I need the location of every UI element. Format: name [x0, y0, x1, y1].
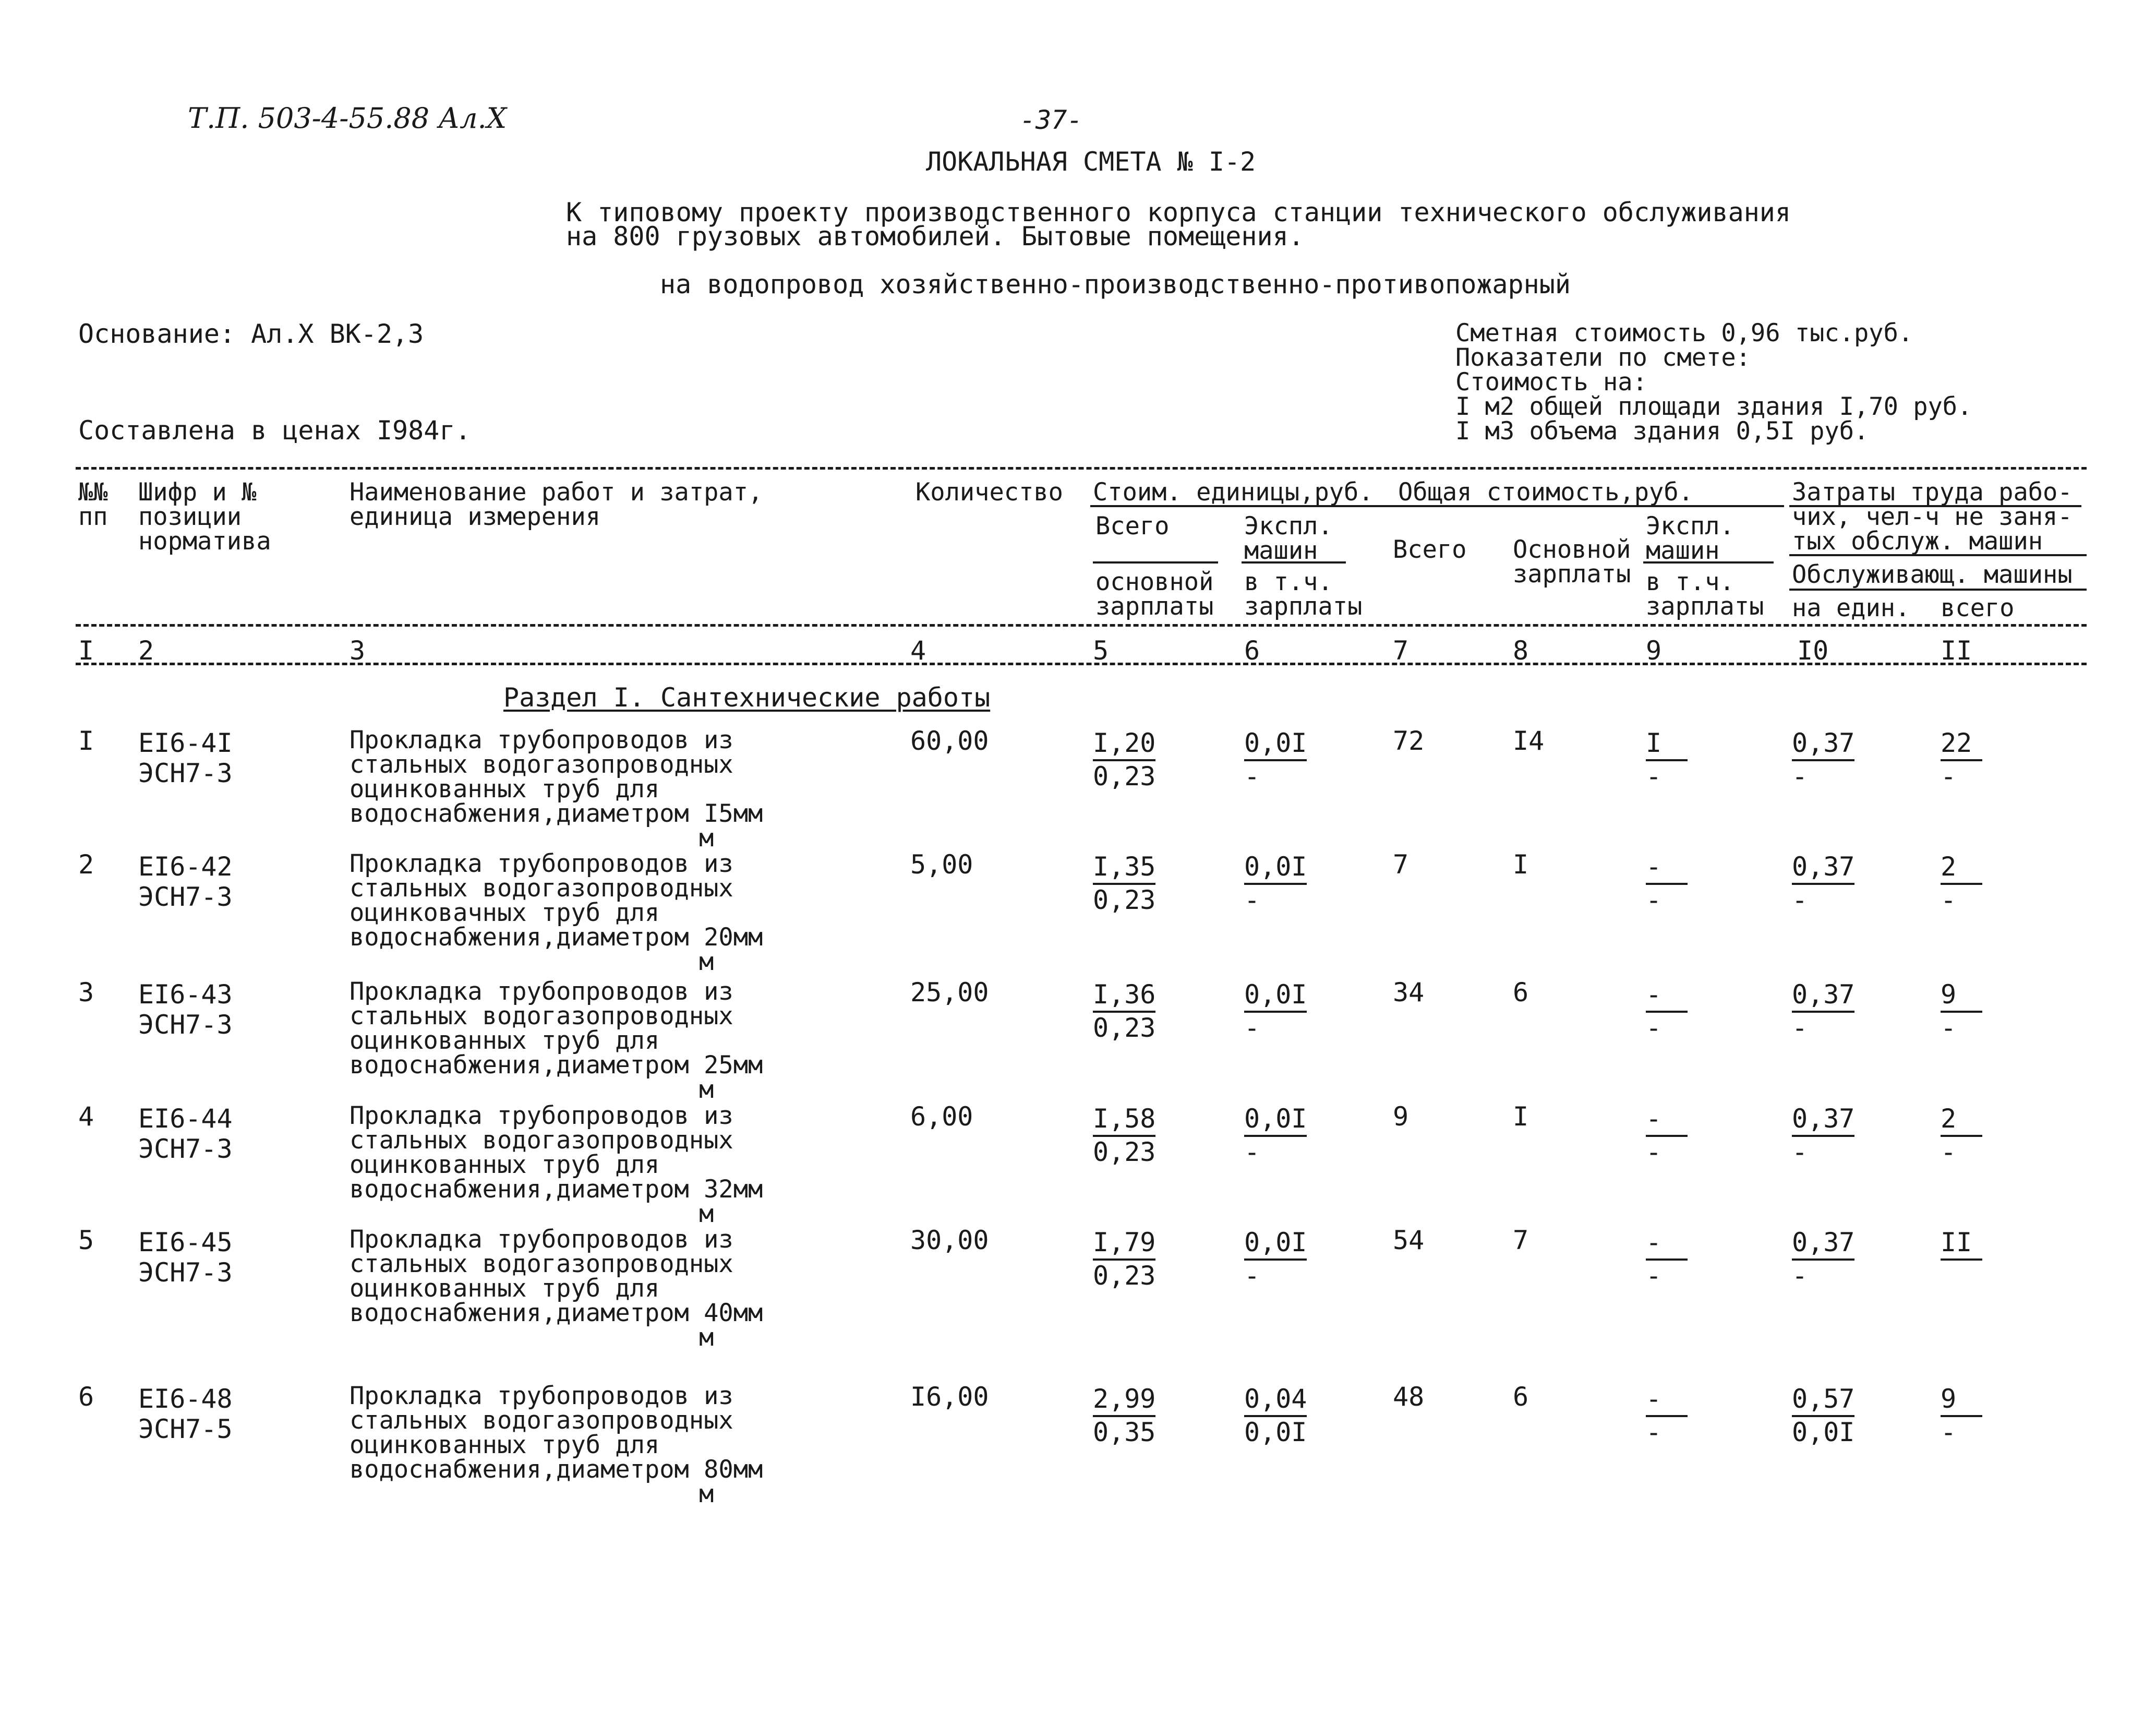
total-cost: 54	[1393, 1225, 1425, 1255]
col3-header-l1: Наименование работ и затрат,	[350, 478, 763, 507]
quantity: 30,00	[910, 1225, 989, 1255]
machines-wages-value: -	[1244, 1013, 1260, 1043]
col2-header-l2: позиции	[138, 502, 242, 531]
col9-header-divider	[1643, 561, 1774, 564]
unit-cost-wages: 0,23	[1093, 761, 1156, 792]
labor-total-value: 2	[1941, 852, 1982, 885]
subtitle-line-2: на 800 грузовых автомобилей. Бытовые помещения.	[566, 221, 1304, 251]
measurement-unit: м	[699, 1480, 714, 1508]
unit-cost-machines	[1244, 1227, 1307, 1291]
description-line-2: стальных водогазопроводных	[350, 750, 733, 779]
measurement-unit: м	[699, 1323, 714, 1352]
labor-total-value: II	[1941, 1227, 1982, 1261]
col2-header-l1: Шифр и №	[138, 478, 257, 507]
machines-wages-value: -	[1244, 761, 1260, 792]
labor-header-l3: тых обслуж. машин	[1792, 527, 2043, 556]
labor-total-value: 9	[1941, 979, 1982, 1013]
col10-header: на един.	[1792, 594, 1910, 622]
price-code: ЭСН7-3	[138, 1134, 233, 1164]
total-machines-wages: -	[1646, 761, 1662, 792]
quantity: 60,00	[910, 726, 989, 756]
measurement-unit: м	[699, 948, 714, 976]
labor-per-unit	[1792, 1227, 1854, 1291]
quantity: 6,00	[910, 1101, 973, 1132]
norm-code: EI6-43	[138, 979, 233, 1010]
subtitle-line-3: на водопровод хозяйственно-производственно-противопожарный	[660, 269, 1571, 299]
row-code	[138, 1227, 233, 1288]
total-machines-wages: -	[1646, 1261, 1662, 1291]
labor-per-unit-machines: -	[1792, 1137, 1808, 1167]
labor-total	[1941, 1227, 1982, 1261]
col5-header-divider	[1093, 561, 1218, 564]
page-number: -37-	[1020, 105, 1083, 135]
machines-cost-value: 0,0I	[1244, 1104, 1307, 1137]
col-number-5: 5	[1093, 636, 1109, 666]
labor-per-unit	[1792, 979, 1854, 1043]
table-top-dashed-line	[76, 467, 2087, 470]
unit-cost-value: I,36	[1093, 979, 1155, 1013]
total-machines-wages: -	[1646, 1013, 1662, 1043]
description-line-1: Прокладка трубопроводов из	[350, 1101, 733, 1130]
labor-total	[1941, 1104, 1982, 1167]
work-description	[350, 726, 782, 853]
total-cost: 34	[1393, 977, 1425, 1008]
labor-header-l1: Затраты труда рабо-	[1792, 478, 2073, 507]
work-description	[350, 1384, 782, 1506]
col-numbers-dashed-line	[76, 663, 2087, 665]
row-number: 6	[78, 1382, 94, 1412]
col5-header-l2: основной	[1095, 568, 1214, 596]
unit-cost-value: I,58	[1093, 1104, 1155, 1137]
price-code: ЭСН7-3	[138, 758, 233, 788]
work-description	[350, 849, 782, 976]
description-line-4: водоснабжения,диаметром 32мм	[350, 1175, 763, 1204]
total-wages: 6	[1513, 1382, 1529, 1412]
description-line-3: оцинкованных труб для	[350, 1274, 660, 1303]
quantity: 5,00	[910, 849, 973, 880]
description-line-2: стальных водогазопроводных	[350, 874, 733, 903]
row-number: 2	[78, 849, 94, 880]
col-number-11: II	[1941, 636, 1972, 666]
total-machines-wages: -	[1646, 1137, 1662, 1167]
description-line-4: водоснабжения,диаметром 40мм	[350, 1299, 763, 1327]
machines-cost-value: 0,0I	[1244, 728, 1307, 761]
unit-cost-wages: 0,23	[1093, 1261, 1156, 1291]
labor-total-machines: -	[1941, 761, 1957, 792]
total-cost: 48	[1393, 1382, 1425, 1412]
labor-total-value: 22	[1941, 728, 1982, 761]
description-line-1: Прокладка трубопроводов из	[350, 726, 733, 754]
total-machines-value: -	[1646, 852, 1688, 885]
col5-header-l3: зарплаты	[1095, 592, 1214, 621]
col9-header-l1: Экспл.	[1646, 512, 1735, 541]
labor-per-unit	[1792, 1104, 1854, 1167]
description-line-3: оцинкованных труб для	[350, 1026, 660, 1055]
col1-header-l1: №№	[78, 478, 108, 507]
labor-per-unit-value: 0,37	[1792, 979, 1854, 1013]
labor-per-unit-machines: -	[1792, 885, 1808, 915]
unit-cost-machines	[1244, 1104, 1307, 1167]
col-number-1: I	[78, 636, 94, 666]
col-number-7: 7	[1393, 636, 1409, 666]
total-machines	[1646, 1104, 1688, 1167]
document-title: ЛОКАЛЬНАЯ СМЕТА № I-2	[926, 147, 1256, 177]
col-number-9: 9	[1646, 636, 1662, 666]
total-machines	[1646, 1384, 1688, 1447]
col6-header-l3: в т.ч.	[1244, 568, 1333, 596]
total-cost: 7	[1393, 849, 1409, 880]
machines-wages-value: -	[1244, 1137, 1260, 1167]
labor-per-unit-machines: -	[1792, 761, 1808, 792]
row-number: 5	[78, 1225, 94, 1255]
cost-on-label: Стоимость на:	[1455, 368, 1647, 397]
price-code: ЭСН7-3	[138, 882, 233, 912]
description-line-3: оцинкованных труб для	[350, 775, 660, 804]
measurement-unit: м	[699, 824, 714, 853]
labor-total	[1941, 1384, 1982, 1447]
labor-header-divider-2	[1789, 554, 2087, 556]
norm-code: EI6-4I	[138, 728, 233, 758]
unit-cost-machines	[1244, 728, 1307, 792]
price-code: ЭСН7-5	[138, 1414, 233, 1444]
labor-total-machines: -	[1941, 1137, 1957, 1167]
total-machines-value: I	[1646, 728, 1688, 761]
labor-header-l2: чих, чел-ч не заня-	[1792, 502, 2073, 531]
row-number: 4	[78, 1101, 94, 1132]
col8-header-l1: Основной	[1513, 535, 1631, 564]
col6-header-l4: зарплаты	[1244, 592, 1363, 621]
unit-cost-total	[1093, 1104, 1155, 1167]
estimate-cost: Сметная стоимость 0,96 тыс.руб.	[1455, 319, 1913, 347]
description-line-1: Прокладка трубопроводов из	[350, 977, 733, 1006]
description-line-2: стальных водогазопроводных	[350, 1002, 733, 1030]
subtitle-line-1: К типовому проекту производственного корпуса станции технического обслуживания	[566, 197, 1791, 227]
labor-per-unit-machines: -	[1792, 1013, 1808, 1043]
labor-per-unit-value: 0,37	[1792, 728, 1854, 761]
description-line-1: Прокладка трубопроводов из	[350, 1225, 733, 1254]
labor-per-unit-machines: 0,0I	[1792, 1417, 1855, 1447]
unit-cost-value: I,20	[1093, 728, 1155, 761]
description-line-2: стальных водогазопроводных	[350, 1406, 733, 1435]
row-number: I	[78, 726, 94, 756]
machines-wages-value: 0,0I	[1244, 1417, 1307, 1447]
total-machines	[1646, 728, 1688, 792]
total-machines	[1646, 979, 1688, 1043]
norm-code: EI6-45	[138, 1227, 233, 1257]
unit-cost-total	[1093, 979, 1155, 1043]
labor-header-divider-3	[1789, 589, 2087, 591]
description-line-3: оцинкованных труб для	[350, 1431, 660, 1459]
row-code	[138, 852, 233, 912]
description-line-4: водоснабжения,диаметром 25мм	[350, 1051, 763, 1080]
unit-cost-wages: 0,23	[1093, 1137, 1156, 1167]
unit-cost-wages: 0,23	[1093, 1013, 1156, 1043]
total-machines-value: -	[1646, 979, 1688, 1013]
description-line-4: водоснабжения,диаметром 80мм	[350, 1455, 763, 1484]
col5-header-l1: Всего	[1095, 512, 1170, 541]
col-number-3: 3	[350, 636, 366, 666]
col6-header-l2: машин	[1244, 536, 1318, 565]
norm-code: EI6-48	[138, 1384, 233, 1414]
labor-per-unit-value: 0,57	[1792, 1384, 1854, 1417]
col1-header-l2: пп	[78, 502, 108, 531]
col3-header-l2: единица измерения	[350, 502, 601, 531]
description-line-1: Прокладка трубопроводов из	[350, 1382, 733, 1410]
labor-per-unit-value: 0,37	[1792, 1227, 1854, 1261]
total-machines-wages: -	[1646, 1417, 1662, 1447]
total-wages: I	[1513, 849, 1529, 880]
col6-header-divider	[1242, 561, 1346, 564]
labor-per-unit-machines: -	[1792, 1261, 1808, 1291]
unit-cost-total	[1093, 852, 1155, 915]
col9-header-l3: в т.ч.	[1646, 568, 1735, 596]
basis-reference: Основание: Ал.Х ВК-2,3	[78, 319, 424, 349]
total-wages: I4	[1513, 726, 1545, 756]
unit-cost-value: I,35	[1093, 852, 1155, 885]
total-wages: I	[1513, 1101, 1529, 1132]
price-code: ЭСН7-3	[138, 1257, 233, 1288]
total-machines-value: -	[1646, 1104, 1688, 1137]
labor-per-unit	[1792, 852, 1854, 915]
col-number-8: 8	[1513, 636, 1529, 666]
col7-header: Всего	[1393, 535, 1467, 564]
total-cost: 9	[1393, 1101, 1409, 1132]
col9-header-l2: машин	[1646, 536, 1720, 565]
col-number-6: 6	[1244, 636, 1260, 666]
description-line-2: стальных водогазопроводных	[350, 1126, 733, 1155]
unit-cost-machines	[1244, 852, 1307, 915]
measurement-unit: м	[699, 1200, 714, 1228]
unit-cost-total	[1093, 1384, 1155, 1447]
total-machines	[1646, 852, 1688, 915]
labor-total-machines: -	[1941, 1013, 1957, 1043]
total-machines-wages: -	[1646, 885, 1662, 915]
unit-cost-wages: 0,35	[1093, 1417, 1156, 1447]
quantity: I6,00	[910, 1382, 989, 1412]
col-number-10: I0	[1797, 636, 1829, 666]
unit-cost-wages: 0,23	[1093, 885, 1156, 915]
labor-header-l4: Обслуживающ. машины	[1792, 560, 2073, 589]
cost-header-underline	[1090, 505, 1784, 507]
indicators-title: Показатели по смете:	[1455, 343, 1751, 372]
total-wages: 7	[1513, 1225, 1529, 1255]
handwritten-reference: Т.П. 503-4-55.88 Ал.Х	[188, 102, 507, 135]
unit-cost-header: Стоим. единицы,руб.	[1093, 478, 1374, 507]
unit-cost-total	[1093, 1227, 1155, 1291]
cost-per-m2: I м2 общей площади здания I,70 руб.	[1455, 392, 1972, 421]
row-number: 3	[78, 977, 94, 1008]
work-description	[350, 979, 782, 1102]
total-machines-value: -	[1646, 1384, 1688, 1417]
header-bottom-dashed-line	[76, 624, 2087, 627]
cost-per-m3: I м3 объема здания 0,5I руб.	[1455, 417, 1869, 446]
total-machines	[1646, 1227, 1688, 1291]
col8-header-l2: зарплаты	[1513, 560, 1631, 589]
section-title: Раздел I. Сантехнические работы	[503, 682, 991, 713]
total-wages: 6	[1513, 977, 1529, 1008]
description-line-3: оцинковачных труб для	[350, 898, 660, 927]
machines-cost-value: 0,04	[1244, 1384, 1307, 1417]
unit-cost-machines	[1244, 1384, 1307, 1447]
machines-wages-value: -	[1244, 1261, 1260, 1291]
prices-year: Составлена в ценах I984г.	[78, 415, 471, 446]
labor-total	[1941, 728, 1982, 792]
col4-header: Количество	[916, 478, 1063, 507]
col6-header-l1: Экспл.	[1244, 512, 1333, 541]
row-code	[138, 728, 233, 788]
norm-code: EI6-42	[138, 852, 233, 882]
labor-total-machines: -	[1941, 1417, 1957, 1447]
labor-total	[1941, 852, 1982, 915]
labor-per-unit-value: 0,37	[1792, 852, 1854, 885]
norm-code: EI6-44	[138, 1104, 233, 1134]
work-description	[350, 1227, 782, 1350]
labor-total	[1941, 979, 1982, 1043]
total-cost-header: Общая стоимость,руб.	[1398, 478, 1693, 507]
col-number-2: 2	[138, 636, 154, 666]
col9-header-l4: зарплаты	[1646, 592, 1764, 621]
measurement-unit: м	[699, 1075, 714, 1104]
unit-cost-machines	[1244, 979, 1307, 1043]
description-line-1: Прокладка трубопроводов из	[350, 849, 733, 878]
quantity: 25,00	[910, 977, 989, 1008]
description-line-4: водоснабжения,диаметром I5мм	[350, 799, 763, 828]
price-code: ЭСН7-3	[138, 1010, 233, 1040]
machines-cost-value: 0,0I	[1244, 979, 1307, 1013]
description-line-4: водоснабжения,диаметром 20мм	[350, 923, 763, 952]
unit-cost-value: I,79	[1093, 1227, 1155, 1261]
labor-per-unit-value: 0,37	[1792, 1104, 1854, 1137]
labor-total-value: 2	[1941, 1104, 1982, 1137]
row-code	[138, 1384, 233, 1444]
labor-total-machines: -	[1941, 885, 1957, 915]
col-number-4: 4	[910, 636, 926, 666]
description-line-2: стальных водогазопроводных	[350, 1250, 733, 1278]
labor-per-unit	[1792, 1384, 1854, 1447]
labor-total-value: 9	[1941, 1384, 1982, 1417]
row-code	[138, 1104, 233, 1164]
unit-cost-total	[1093, 728, 1155, 792]
machines-cost-value: 0,0I	[1244, 852, 1307, 885]
col2-header-l3: норматива	[138, 527, 271, 556]
row-code	[138, 979, 233, 1040]
col11-header: всего	[1941, 594, 2015, 622]
total-machines-value: -	[1646, 1227, 1688, 1261]
labor-per-unit	[1792, 728, 1854, 792]
total-cost: 72	[1393, 726, 1425, 756]
unit-cost-value: 2,99	[1093, 1384, 1155, 1417]
machines-wages-value: -	[1244, 885, 1260, 915]
work-description	[350, 1101, 782, 1228]
machines-cost-value: 0,0I	[1244, 1227, 1307, 1261]
description-line-3: оцинкованных труб для	[350, 1150, 660, 1179]
